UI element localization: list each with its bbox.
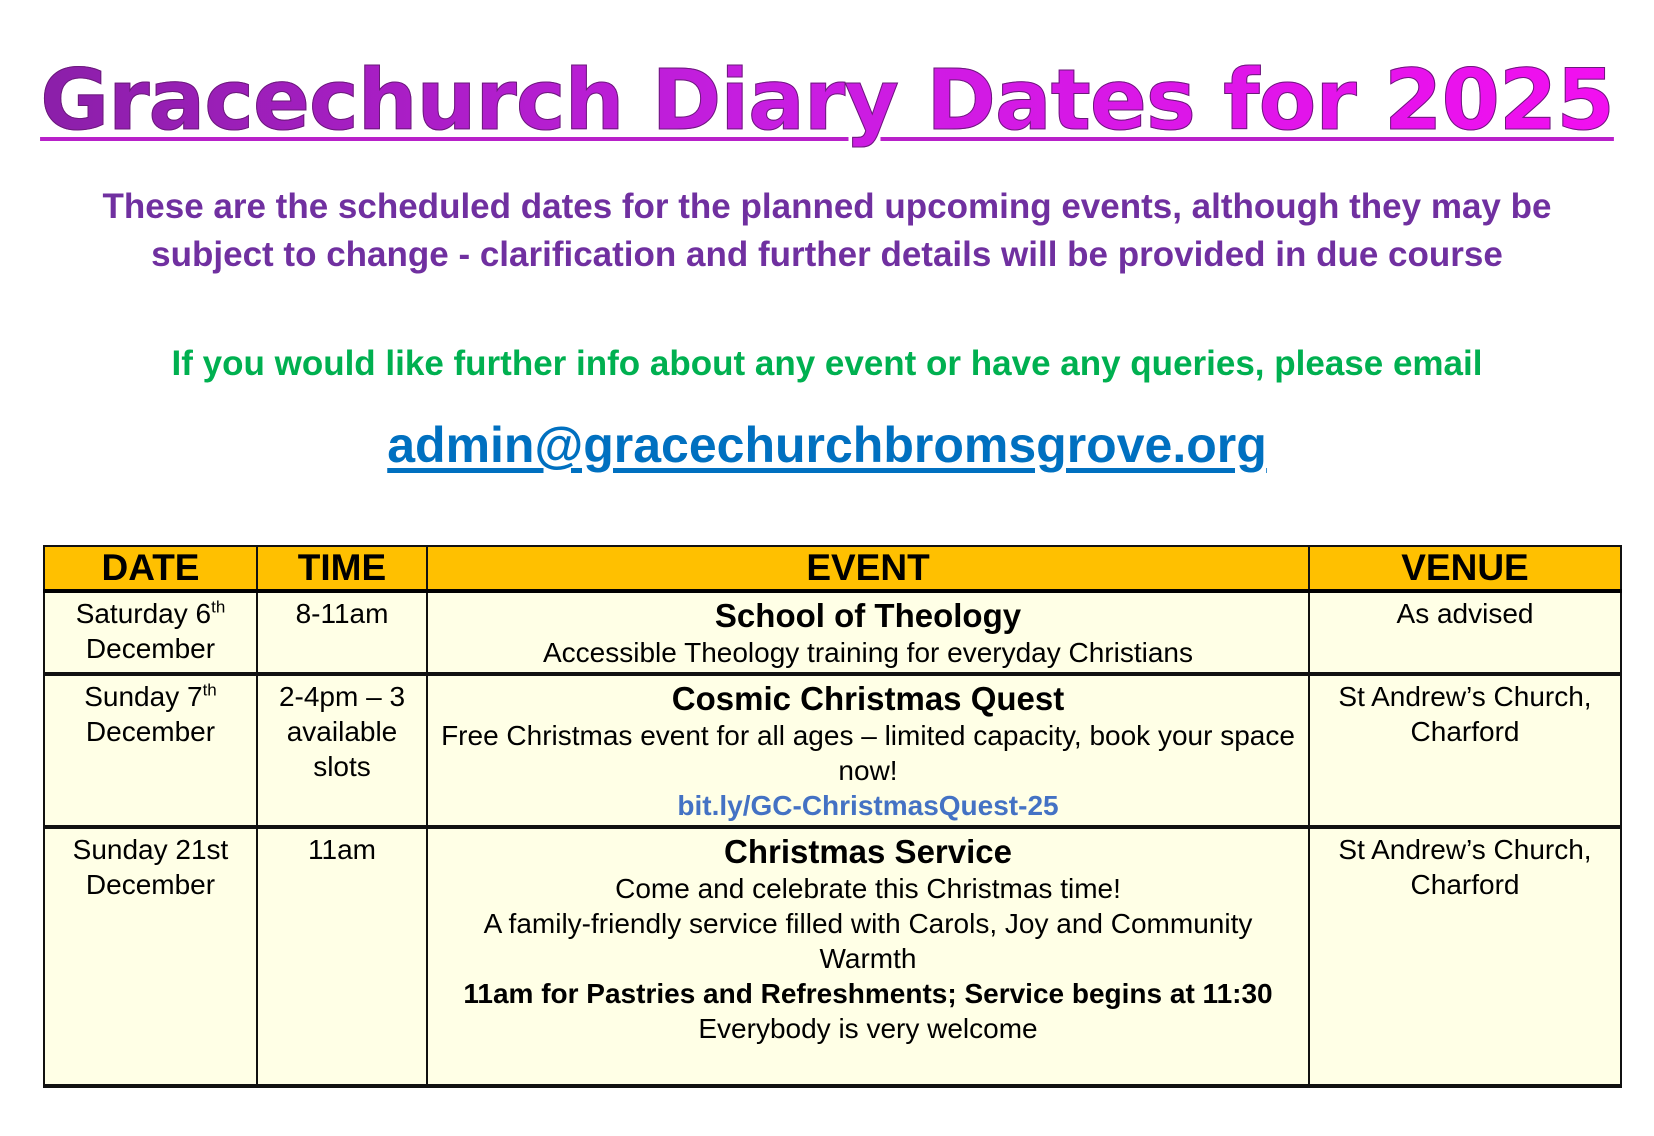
date-day: Sunday 7 (84, 681, 203, 712)
venue-cell (1309, 674, 1621, 827)
time-text: 8-11am (295, 598, 389, 629)
date-cell (44, 674, 257, 827)
time-cell (257, 591, 427, 674)
event-title: Cosmic Christmas Quest (671, 680, 1065, 717)
date-day: Saturday 6 (75, 598, 212, 629)
date-month: December (85, 716, 216, 747)
date-suffix: th (211, 597, 226, 617)
contact-info-text: If you would like further info about any event or have any queries, please email (171, 344, 1483, 383)
header-date: DATE (44, 546, 257, 591)
header-venue: VENUE (1309, 546, 1621, 591)
time-text: 2-4pm – 3 available slots (278, 681, 406, 782)
event-description: Free Christmas event for all ages – limited capacity, book your space now! (441, 720, 1295, 786)
page-title-text: Gracechurch Diary Dates for 2025 (40, 51, 1614, 149)
venue-cell (1309, 827, 1621, 1086)
intro-text: These are the scheduled dates for the planned upcoming events, although they may be subject to change - clarification and further details will be provided in due course (102, 187, 1552, 274)
venue-text: As advised (1396, 598, 1534, 629)
date-day: Sunday 21st (72, 834, 229, 865)
table-header-row (44, 546, 1621, 591)
venue-text: St Andrew’s Church, Charford (1338, 834, 1592, 900)
date-month: December (85, 869, 216, 900)
header-time: TIME (257, 546, 427, 591)
event-line-3: Everybody is very welcome (698, 1013, 1038, 1044)
event-cell (427, 674, 1309, 827)
email-line (0, 415, 1654, 488)
event-cell (427, 827, 1309, 1086)
diary-table (43, 545, 1622, 1088)
table-row (44, 674, 1621, 827)
date-cell (44, 591, 257, 674)
email-link[interactable]: admin@gracechurchbromsgrove.org (387, 417, 1267, 473)
event-line-1: Come and celebrate this Christmas time! (615, 873, 1121, 904)
date-suffix: th (202, 680, 217, 700)
event-description: Accessible Theology training for everyday Christians (542, 637, 1193, 668)
event-line-2: A family-friendly service filled with Carols, Joy and Community Warmth (483, 908, 1253, 974)
event-booking-link[interactable]: bit.ly/GC-ChristmasQuest-25 (677, 790, 1059, 821)
header-event: EVENT (427, 546, 1309, 591)
time-text: 11am (308, 834, 376, 865)
time-cell (257, 827, 427, 1086)
event-cell (427, 591, 1309, 674)
event-title: Christmas Service (724, 833, 1012, 870)
table-row (44, 591, 1621, 674)
date-month: December (85, 633, 216, 664)
page-title (0, 50, 1654, 150)
table-row (44, 827, 1621, 1086)
venue-text: St Andrew’s Church, Charford (1338, 681, 1592, 747)
time-cell (257, 674, 427, 827)
event-refreshments-note: 11am for Pastries and Refreshments; Service begins at 11:30 (463, 978, 1273, 1009)
venue-cell (1309, 591, 1621, 674)
event-title: School of Theology (714, 597, 1022, 634)
date-cell (44, 827, 257, 1086)
